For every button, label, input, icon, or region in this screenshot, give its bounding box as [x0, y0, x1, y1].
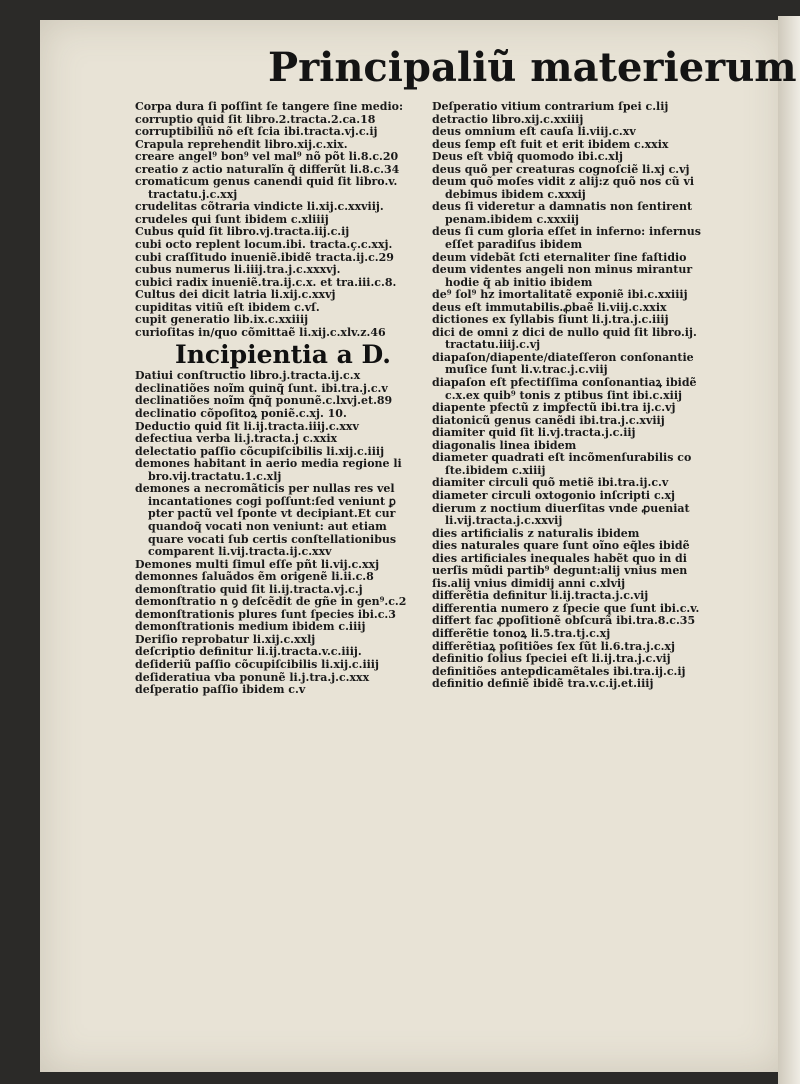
index-entry: deus eſt immutabilis.ꝓbaẽ li.viij.c.xxix: [432, 301, 667, 314]
index-entry: cubi craſſitudo inueniẽ.ibidẽ tracta.ij.c.29: [135, 251, 394, 264]
index-entry: curioſitas in/quo cõmittaẽ li.xij.c.xlv.z.46: [135, 326, 386, 339]
index-entry: declinatio cõpoſitoꝝ poniẽ.c.xj. 10.: [135, 408, 347, 421]
index-entry: pter pactũ vel ſponte vt decipiant.Et cur: [148, 508, 396, 521]
index-entry: tractatu.iiij.c.vj: [445, 339, 541, 352]
index-entry: diamiter quid ſit li.vj.tracta.j.c.iij: [432, 427, 636, 440]
index-entry: creare angel⁹ bon⁹ vel mal⁹ nõ põt li.8.c.20: [135, 151, 399, 164]
index-entry: demonſtrationis medium ibidem c.iiij: [135, 621, 366, 634]
index-entry: Crapula reprehendit libro.xij.c.xix.: [135, 138, 348, 151]
index-entry: deus ſemp eſt fuit et erit ibidem c.xxix: [432, 138, 669, 151]
index-entry: deum quõ moſes vidit z alij:z quõ nos cũ vi: [432, 176, 695, 189]
index-entry: differẽtie tonoꝝ li.5.tra.tj.c.xj: [432, 627, 611, 640]
index-entry: deſideratiua vba ponunẽ li.j.tra.j.c.xxx: [135, 671, 370, 684]
index-entry: diapaſon eſt pfectiſſima conſonantiaꝝ ibidẽ: [432, 377, 697, 390]
index-entry: Demones multi ſimul eſſe pñt li.vij.c.xxj: [135, 558, 380, 571]
page-title: Principaliũ materierum: [268, 44, 797, 91]
index-entry: definitio definiẽ ibidẽ tra.v.c.ij.et.iiij: [432, 678, 654, 691]
index-entry: ſis.alij vnius dimidij anni c.xlvij: [432, 577, 626, 590]
index-entry: deſperatio paſſio ibidem c.v: [135, 684, 306, 697]
index-entry: ſte.ibidem c.xiiij: [445, 464, 546, 477]
index-entry: cubi octo replent locum.ibi. tracta.ç.c.xxj.: [135, 239, 393, 252]
index-entry: cupiditas vitiũ eſt ibidem c.vſ.: [135, 301, 320, 314]
index-entry: creatio z actio naturalĩn q̃ differũt li.8.c.34: [135, 163, 400, 176]
index-entry: crudeles qui ſunt ibidem c.xliiij: [135, 213, 329, 226]
index-entry: li.vij.tracta.j.c.xxvij: [445, 515, 563, 528]
index-entry: deum videntes angeli non minus mirantur: [432, 264, 693, 277]
index-entry: muſice ſunt li.v.trac.j.c.viij: [445, 364, 608, 377]
index-entry: dici de omni z dici de nullo quid ſit libro.ij.: [432, 326, 697, 339]
index-entry: dierum z noctium diuerſitas vnde ꝓueniat: [432, 502, 690, 515]
index-entry: deſideriũ paſſio cõcupiſcibilis li.xij.c.iiij: [135, 658, 379, 671]
index-entry: Deus eſt vbiq̃ quomodo ibi.c.xlj: [432, 151, 623, 164]
index-entry: deſcriptio definitur li.ij.tracta.v.c.iiij.: [135, 646, 362, 659]
index-entry: demonſtrationis plures ſunt ſpecies ibi.c.3: [135, 608, 396, 621]
index-entry: uerſis mũdi partib⁹ degunt:alij vnius men: [432, 565, 688, 578]
index-entry: crudelitas cõtraria vindicte li.xij.c.xxviij.: [135, 201, 384, 214]
index-entry: corruptibiliũ nõ eſt ſcia ibi.tracta.vj.c.ij: [135, 126, 378, 139]
index-entry: bro.vij.tractatu.1.c.xlj: [148, 470, 282, 483]
index-entry: demonſtratio n ꝯ deſcẽdit de gñe in gen⁹.c.2: [135, 596, 407, 609]
index-entry: demonnes ſaluãdos ẽm origenẽ li.ii.c.8: [135, 571, 374, 584]
index-entry: Deductio quid ſit li.ij.tracta.iiij.c.xxv: [135, 420, 359, 433]
index-entry: comparent li.vij.tracta.ij.c.xxv: [148, 546, 332, 559]
index-entry: Cubus quid ſit libro.vj.tracta.iij.c.ij: [135, 226, 350, 239]
index-entry: corruptio quid ſit libro.2.tracta.2.ca.18: [135, 113, 376, 126]
left-column: [135, 101, 427, 697]
index-entry: diapente pfectũ z imꝑfectũ ibi.tra ij.c.vj: [432, 402, 676, 415]
index-entry: delectatio paſſio cõcupiſcibilis li.xij.c.iiij: [135, 445, 385, 458]
index-entry: eſſet paradiſus ibidem: [445, 239, 583, 252]
index-entry: differẽtia definitur li.ij.tracta.j.c.vij: [432, 590, 649, 603]
index-entry: penam.ibidem c.xxxiij: [445, 213, 580, 226]
index-entry: differt fac ꝓpoſitionẽ obſcurã ibi.tra.8.c.35: [432, 615, 696, 628]
index-entry: diatonicũ genus canẽdi ibi.tra.j.c.xviij: [432, 414, 665, 427]
index-entry: demones habitant in aerio media regione li: [135, 458, 402, 471]
index-entry: de⁹ ſol⁹ hz imortalitatẽ exponiẽ ibi.c.xxiiij: [432, 289, 688, 302]
page-edge: [778, 16, 800, 1084]
index-entry: cubus numerus li.iiij.tra.j.c.xxxvj.: [135, 264, 341, 277]
index-entry: tractatu.j.c.xxj: [148, 188, 238, 201]
index-entry: dictiones ex ſyllabis ſiunt li.j.tra.j.c.iiij: [432, 314, 669, 327]
index-entry: Datiui conſtructio libro.j.tracta.ij.c.x: [135, 370, 361, 383]
index-entry: definitio ſolius ſpeciei eſt li.ij.tra.j.c.vij: [432, 653, 671, 666]
index-entry: defectiua verba li.j.tracta.j c.xxix: [135, 433, 338, 446]
index-entry: quandoq̃ vocati non veniunt: aut etiam: [148, 520, 387, 533]
index-entry: diameter circuli oxtogonio inſcripti c.xj: [432, 489, 676, 502]
index-entry: diameter quadrati eſt incõmenſurabilis co: [432, 452, 692, 465]
index-entry: cupit generatio lib.ix.c.xxiiij: [135, 314, 309, 327]
right-entries: [432, 101, 732, 691]
index-entry: definitiões antepdicamẽtales ibi.tra.ij.c.ij: [432, 665, 686, 678]
left-entries-bottom: [135, 370, 427, 696]
index-entry: demonſtratio quid ſit li.ij.tracta.vj.c.j: [135, 583, 363, 596]
index-entry: declinatiões noĩm q̃nq̃ ponunẽ.c.lxvj.et.89: [135, 395, 393, 408]
index-entry: deus ſi cum gloria eſſet in inferno: infernus: [432, 226, 701, 239]
index-entry: deus omnium eſt cauſa li.viij.c.xv: [432, 126, 636, 139]
index-entry: dies artificiales inequales habẽt quo in di: [432, 552, 687, 565]
index-entry: incantationes cogi poſſunt:ſed veniunt ꝑ: [148, 495, 396, 508]
index-entry: deum videbãt ſcti eternaliter ſine faſtidio: [432, 251, 687, 264]
index-entry: cromaticum genus canendi quid ſit libro.v.: [135, 176, 398, 189]
left-entries-top: [135, 101, 427, 339]
index-entry: diamiter circuli quõ metiẽ ibi.tra.ij.c.v: [432, 477, 669, 490]
index-entry: debimus ibidem c.xxxij: [445, 188, 586, 201]
index-entry: diagonalis linea ibidem: [432, 439, 577, 452]
index-entry: deus quõ per creaturas cognoſciẽ li.xj c.vj: [432, 163, 690, 176]
index-entry: Corpa dura ſi poſſint ſe tangere ſine medio:: [135, 101, 404, 113]
index-entry: declinatiões noĩm quinq̃ ſunt. ibi.tra.j.c.v: [135, 382, 388, 395]
index-entry: dies artificialis z naturalis ibidem: [432, 527, 640, 540]
index-entry: differentia numero z ſpecie que ſunt ibi.c.v.: [432, 602, 700, 615]
index-entry: quare vocati ſub certis conſtellationibus: [148, 533, 397, 546]
index-entry: dies naturales quare ſunt oĩno eq̃les ibidẽ: [432, 540, 690, 553]
index-entry: Deſperatio vitium contrarium ſpei c.lij: [432, 101, 669, 113]
index-entry: diapaſon/diapente/diateſſeron conſonantie: [432, 351, 694, 364]
index-entry: c.x.ex quib⁹ tonis z ptibus ſint ibi.c.xiij: [445, 389, 682, 402]
section-heading: Incipientia a D.: [175, 340, 391, 370]
index-entry: cubici radix inueniẽ.tra.ij.c.x. et tra.iii.c.8.: [135, 276, 397, 289]
index-entry: Cultus dei dicit latria li.xij.c.xxvj: [135, 289, 336, 302]
index-entry: Deriſio reprobatur li.xij.c.xxlj: [135, 633, 316, 646]
right-column: [432, 101, 732, 691]
index-entry: deus ſi videretur a damnatis non ſentirent: [432, 201, 693, 214]
index-entry: demones a necromãticis per nullas res vel: [135, 483, 395, 496]
index-entry: hodie q̃ ab initio ibidem: [445, 276, 593, 289]
index-entry: detractio libro.xij.c.xxiiij: [432, 113, 584, 126]
index-entry: differẽtiaꝝ poſitiões ſex ſũt li.6.tra.j.c.xj: [432, 640, 675, 653]
